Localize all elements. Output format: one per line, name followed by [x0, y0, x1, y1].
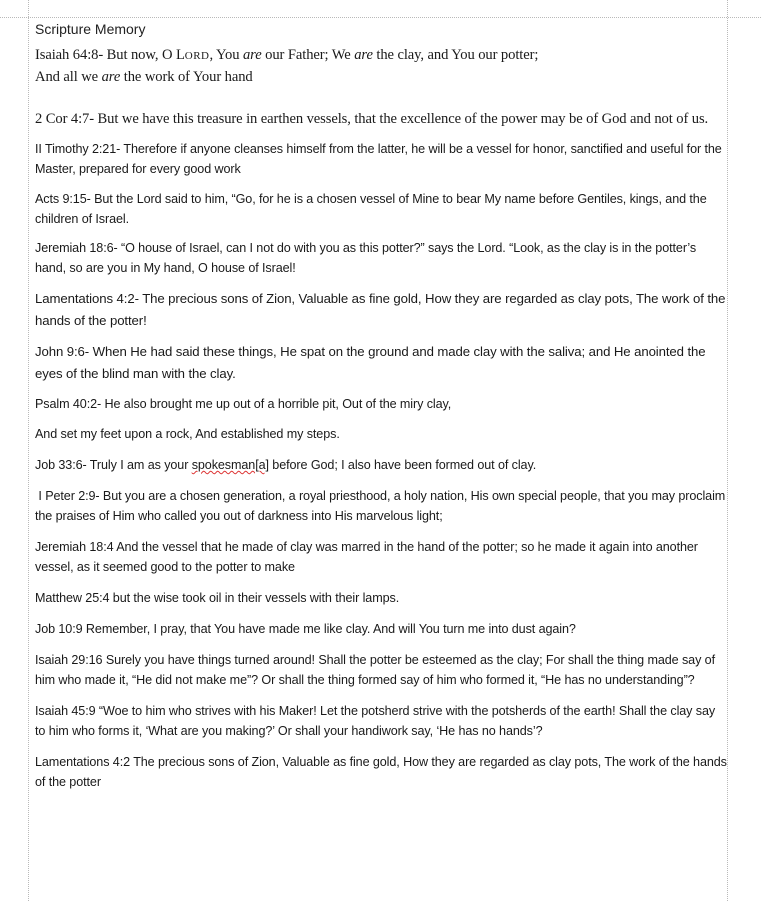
- verse-acts-9-15: Acts 9:15- But the Lord said to him, “Go, for he is a chosen vessel of Mine to bear My name before Gentiles, kings, and the children of Israel.: [35, 192, 707, 226]
- verse-2-timothy-2-21: II Timothy 2:21- Therefore if anyone cleanses himself from the latter, he will be a vessel for honor, sanctified and useful for the Master, prepared for every good work: [35, 142, 722, 176]
- verse-2-cor-4-7: 2 Cor 4:7- But we have this treasure in earthen vessels, that the excellence of the power may be of God and not of us.: [35, 111, 709, 127]
- verse-jeremiah-18-6: Jeremiah 18:6- “O house of Israel, can I not do with you as this potter?” says the Lord. “Look, as the clay is in the potter’s hand, so are you in My hand, O house of Israel!: [35, 241, 697, 275]
- verse-1-peter-2-9: I Peter 2:9- But you are a chosen generation, a royal priesthood, a holy nation, His own special people, that you may proclaim the praises of Him who called you out of darkness into His marvelous light;: [35, 489, 729, 523]
- document-page[interactable]: [35, 20, 727, 792]
- verse-job-33-6: Job 33:6- Truly I am as your spokesman[a] before God; I also have been formed out of clay.: [35, 458, 537, 472]
- verse-job-10-9: Job 10:9 Remember, I pray, that You have made me like clay. And will You turn me into dust again?: [35, 622, 576, 636]
- verse-psalm-40-2-cont: And set my feet upon a rock, And established my steps.: [35, 427, 340, 441]
- verse-lamentations-4-2: Lamentations 4:2- The precious sons of Zion, Valuable as fine gold, How they are regarded as clay pots, The work of the hands of the potter!: [35, 291, 726, 328]
- verse-lamentations-4-2-b: Lamentations 4:2 The precious sons of Zion, Valuable as fine gold, How they are regarded as clay pots, The work of the hands of the potter: [35, 755, 727, 789]
- verse-matthew-25-4: Matthew 25:4 but the wise took oil in their vessels with their lamps.: [35, 591, 400, 605]
- right-margin-guide: [727, 0, 728, 901]
- verse-isaiah-45-9: Isaiah 45:9 “Woe to him who strives with his Maker! Let the potsherd strive with the potsherds of the earth! Shall the clay say to him who forms it, ‘What are you making?’ Or shall your handiwork say, ‘He has no hands’?: [35, 704, 716, 738]
- verse-isaiah-64-8: Isaiah 64:8- But now, O LORD, You are our Father; We are the clay, and You our potter; And all we are the work of Your hand: [35, 47, 539, 85]
- spelling-flag[interactable]: spokesman[a]: [191, 458, 269, 472]
- verse-john-9-6: John 9:6- When He had said these things, He spat on the ground and made clay with the saliva; and He anointed the eyes of the blind man with the clay.: [35, 344, 706, 381]
- left-margin-guide: [28, 0, 29, 901]
- verse-isaiah-29-16: Isaiah 29:16 Surely you have things turned around! Shall the potter be esteemed as the clay; For shall the thing made say of him who made it, “He did not make me”? Or shall the thing formed say of him who formed it, “He has no understanding”?: [35, 653, 715, 687]
- top-margin-guide: [0, 17, 761, 18]
- document-title: Scripture Memory: [35, 21, 146, 37]
- verse-jeremiah-18-4: Jeremiah 18:4 And the vessel that he made of clay was marred in the hand of the potter; so he made it again into another vessel, as it seemed good to the potter to make: [35, 540, 698, 574]
- verse-psalm-40-2: Psalm 40:2- He also brought me up out of a horrible pit, Out of the miry clay,: [35, 397, 452, 411]
